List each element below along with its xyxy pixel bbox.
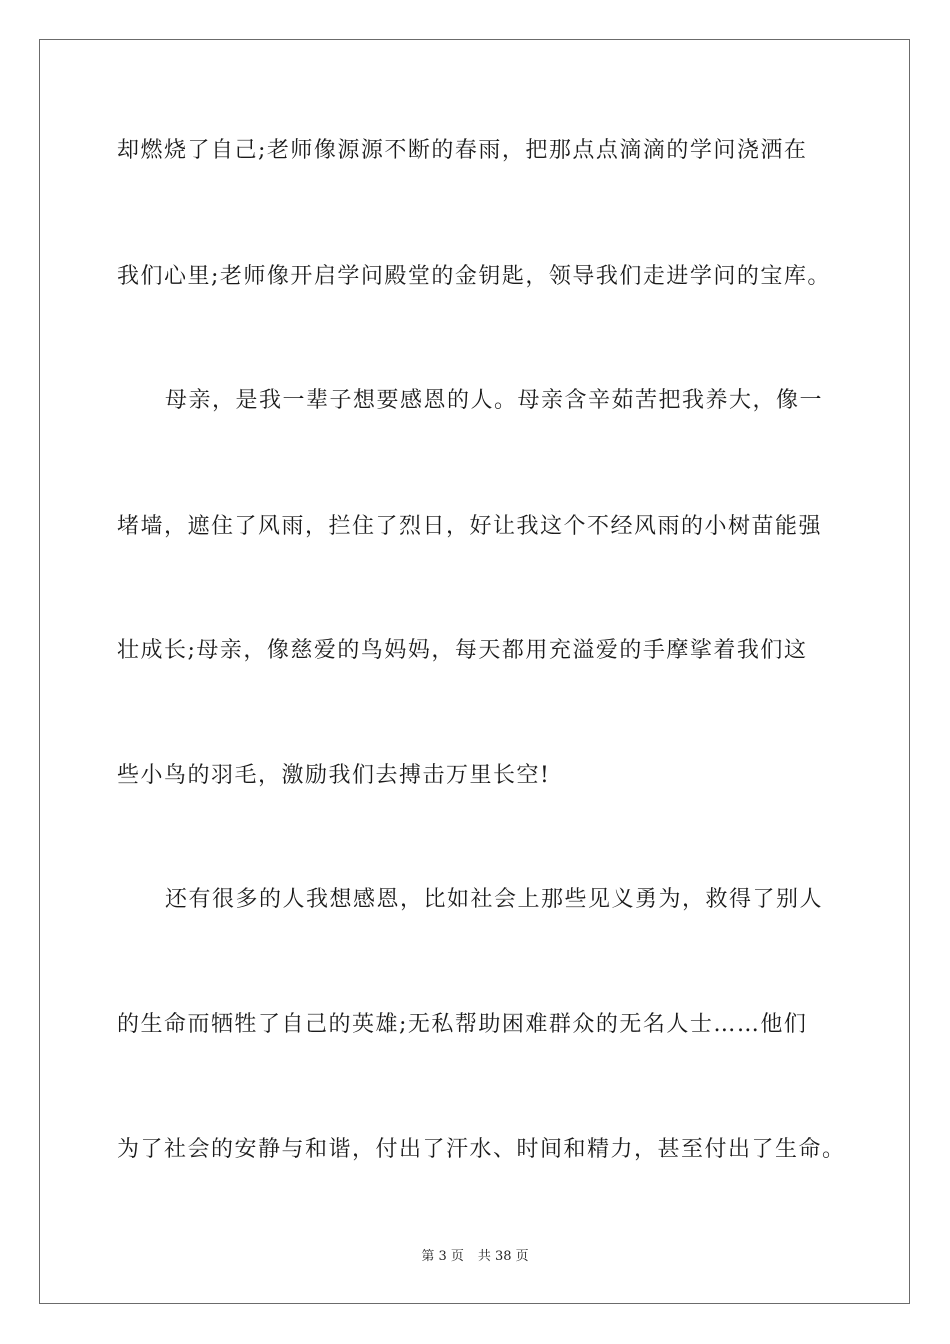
page-total: 共 38 页 <box>477 1249 529 1264</box>
text-line: 为了社会的安静与和谐，付出了汗水、时间和精力，甚至付出了生命。 <box>117 1137 846 1162</box>
text-line: 堵墙，遮住了风雨，拦住了烈日，好让我这个不经风雨的小树苗能强 <box>117 514 823 539</box>
text-line: 却燃烧了自己;老师像源源不断的春雨，把那点点滴滴的学问浇洒在 <box>117 138 808 163</box>
paragraph-first-line: 母亲，是我一辈子想要感恩的人。母亲含辛茹苦把我养大，像一 <box>165 388 824 413</box>
page-footer <box>0 1248 950 1266</box>
text-line: 壮成长;母亲，像慈爱的鸟妈妈，每天都用充溢爱的手摩挲着我们这 <box>117 638 808 663</box>
text-line: 我们心里;老师像开启学问殿堂的金钥匙，领导我们走进学问的宝库。 <box>117 264 831 289</box>
paragraph-first-line: 还有很多的人我想感恩，比如社会上那些见义勇为，救得了别人 <box>165 887 824 912</box>
page-number: 第 3 页 <box>421 1249 464 1264</box>
text-line: 些小鸟的羽毛，激励我们去搏击万里长空! <box>117 763 551 788</box>
page-border <box>39 39 910 1304</box>
text-line: 的生命而牺牲了自己的英雄;无私帮助困难群众的无名人士……他们 <box>117 1012 808 1037</box>
